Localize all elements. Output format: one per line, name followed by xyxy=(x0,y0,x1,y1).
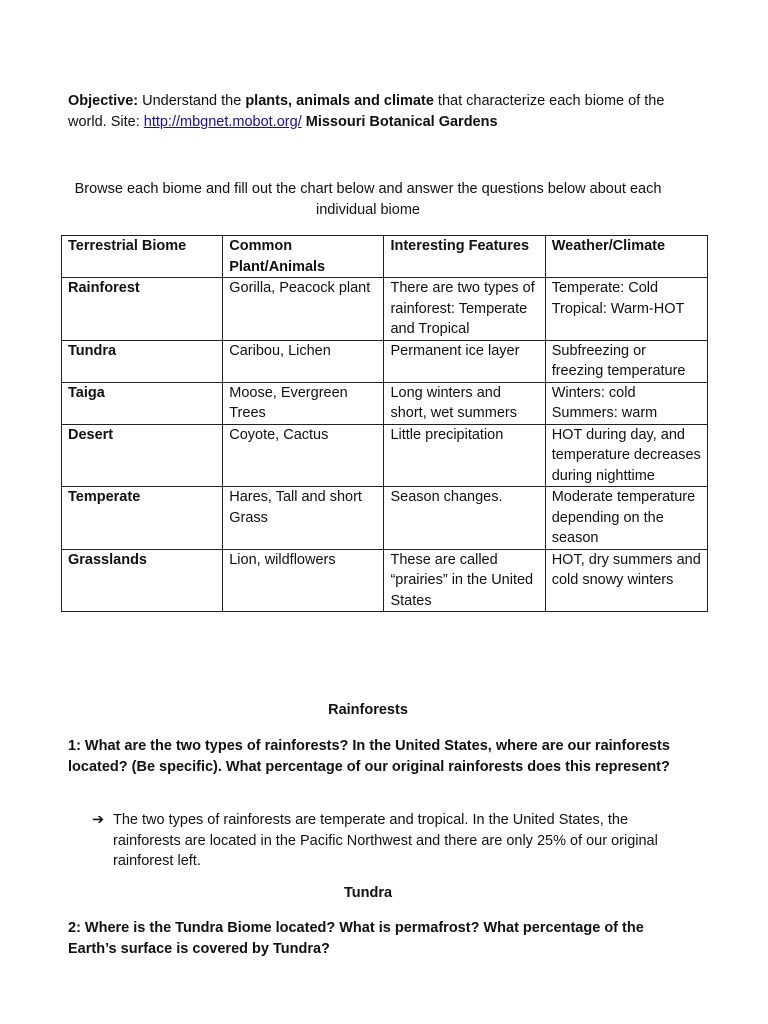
table-row xyxy=(62,382,708,424)
climate-cell: HOT during day, and temperature decreases during nighttime xyxy=(545,424,707,487)
biome-cell: Taiga xyxy=(62,382,223,424)
header-terrestrial-biome: Terrestrial Biome xyxy=(62,236,223,278)
features-cell: There are two types of rainforest: Temperate and Tropical xyxy=(384,278,545,341)
objective-text-2: that characterize each biome of the world. Site: xyxy=(68,93,665,130)
site-name: Missouri Botanical Gardens xyxy=(305,114,498,130)
biome-cell: Rainforest xyxy=(62,278,223,341)
answer-1-text: The two types of rainforests are temperate and tropical. In the United States, the rainforests are located in the Pacific Northwest and there are only 25% of our original rainforest left. xyxy=(113,812,658,869)
table-header-row xyxy=(62,236,708,278)
arrow-bullet-icon: ➔ xyxy=(92,812,105,828)
climate-cell: HOT, dry summers and cold snowy winters xyxy=(545,549,707,612)
header-common-plant-animals: Common Plant/Animals xyxy=(223,236,384,278)
table-row xyxy=(62,549,708,612)
plants-animals-cell: Lion, wildflowers xyxy=(223,549,384,612)
tundra-heading: Tundra xyxy=(343,885,393,901)
table-row xyxy=(62,340,708,382)
climate-cell: Moderate temperature depending on the season xyxy=(545,487,707,550)
climate-cell: Winters: cold Summers: warm xyxy=(545,382,707,424)
features-cell: Long winters and short, wet summers xyxy=(384,382,545,424)
rainforests-heading: Rainforests xyxy=(328,702,408,718)
header-weather-climate: Weather/Climate xyxy=(545,236,707,278)
plants-animals-cell: Coyote, Cactus xyxy=(223,424,384,487)
biome-cell: Temperate xyxy=(62,487,223,550)
biome-cell: Tundra xyxy=(62,340,223,382)
table-row xyxy=(62,487,708,550)
instructions: Browse each biome and fill out the chart below and answer the questions below about each individual biome xyxy=(74,181,662,218)
features-cell: Permanent ice layer xyxy=(384,340,545,382)
features-cell: Little precipitation xyxy=(384,424,545,487)
header-interesting-features: Interesting Features xyxy=(384,236,545,278)
objective-text-1: Understand the xyxy=(138,93,246,109)
features-cell: These are called “prairies” in the United States xyxy=(384,549,545,612)
biome-cell: Grasslands xyxy=(62,549,223,612)
plants-animals-cell: Caribou, Lichen xyxy=(223,340,384,382)
table-row xyxy=(62,424,708,487)
objective-emphasis: plants, animals and climate xyxy=(245,93,434,109)
table-row xyxy=(62,278,708,341)
biome-table xyxy=(61,235,708,612)
site-link[interactable]: http://mbgnet.mobot.org/ xyxy=(143,114,302,130)
objective-label: Objective: xyxy=(68,93,139,109)
answer-1 xyxy=(92,810,692,872)
biome-cell: Desert xyxy=(62,424,223,487)
question-1: 1: What are the two types of rainforests? In the United States, where are our rainforests located? (Be specific). What percentage of our original rainforests does this represent? xyxy=(68,738,670,775)
objective-paragraph xyxy=(68,91,688,133)
features-cell: Season changes. xyxy=(384,487,545,550)
question-2: 2: Where is the Tundra Biome located? What is permafrost? What percentage of the Earth’s surface is covered by Tundra? xyxy=(68,920,644,957)
climate-cell: Subfreezing or freezing temperature xyxy=(545,340,707,382)
plants-animals-cell: Gorilla, Peacock plant xyxy=(223,278,384,341)
plants-animals-cell: Hares, Tall and short Grass xyxy=(223,487,384,550)
climate-cell: Temperate: Cold Tropical: Warm-HOT xyxy=(545,278,707,341)
plants-animals-cell: Moose, Evergreen Trees xyxy=(223,382,384,424)
